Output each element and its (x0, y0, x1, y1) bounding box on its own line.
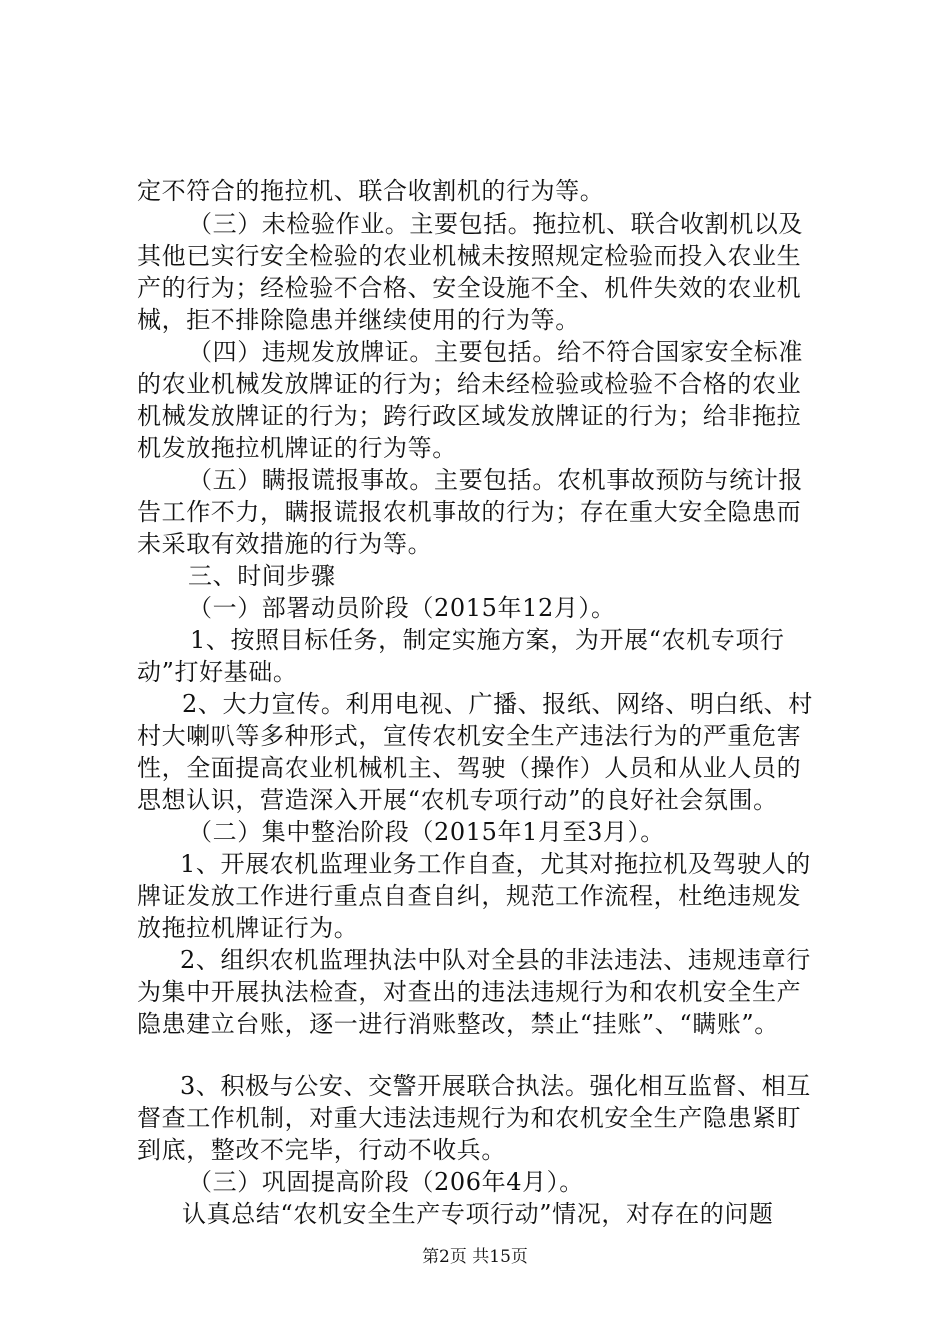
text-line: 的农业机械发放牌证的行为；给未经检验或检验不合格的农业 (137, 370, 802, 398)
text-line: 村大喇叭等多种形式，宣传农机安全生产违法行为的严重危害 (137, 722, 802, 750)
subsection-heading: （一）部署动员阶段（2015年12月）。 (188, 594, 616, 622)
text-line: 机械发放牌证的行为；跨行政区域发放牌证的行为；给非拖拉 (137, 402, 802, 430)
page-footer: 第2页 共15页 (422, 1247, 528, 1267)
section-heading: 三、时间步骤 (188, 562, 336, 590)
text-line: 机发放拖拉机牌证的行为等。 (137, 434, 457, 462)
text-line: 隐患建立台账，逐一进行消账整改，禁止“挂账”、“瞒账”。 (137, 1010, 779, 1038)
text-line: 2、大力宣传。利用电视、广播、报纸、网络、明白纸、村 (182, 690, 813, 718)
text-line: 其他已实行安全检验的农业机械未按照规定检验而投入农业生 (137, 242, 802, 270)
text-line: 认真总结“农机安全生产专项行动”情况，对存在的问题 (182, 1200, 774, 1228)
text-line: 械，拒不排除隐患并继续使用的行为等。 (137, 306, 580, 334)
text-line: 放拖拉机牌证行为。 (137, 914, 359, 942)
subsection-heading: （三）巩固提高阶段（206年4月）。 (188, 1168, 584, 1196)
text-line: 性，全面提高农业机械机主、驾驶（操作）人员和从业人员的 (137, 754, 802, 782)
text-line: 牌证发放工作进行重点自查自纠，规范工作流程，杜绝违规发 (137, 882, 802, 910)
text-line: 动”打好基础。 (137, 658, 298, 686)
text-line: 为集中开展执法检查，对查出的违法违规行为和农机安全生产 (137, 978, 802, 1006)
text-line: 定不符合的拖拉机、联合收割机的行为等。 (137, 177, 605, 205)
text-line: 1、按照目标任务，制定实施方案，为开展“农机专项行 (190, 626, 785, 654)
text-line: （三）未检验作业。主要包括。拖拉机、联合收割机以及 (188, 210, 803, 238)
text-line: 2、组织农机监理执法中队对全县的非法违法、违规违章行 (180, 946, 811, 974)
text-line: 3、积极与公安、交警开展联合执法。强化相互监督、相互 (180, 1072, 811, 1100)
subsection-heading: （二）集中整治阶段（2015年1月至3月）。 (188, 818, 665, 846)
text-line: 产的行为；经检验不合格、安全设施不全、机件失效的农业机 (137, 274, 802, 302)
text-line: 1、开展农机监理业务工作自查，尤其对拖拉机及驾驶人的 (180, 850, 811, 878)
text-line: 督查工作机制，对重大违法违规行为和农机安全生产隐患紧盯 (137, 1104, 802, 1132)
text-line: 到底，整改不完毕，行动不收兵。 (137, 1136, 506, 1164)
text-line: 未采取有效措施的行为等。 (137, 530, 433, 558)
text-line: （五）瞒报谎报事故。主要包括。农机事故预防与统计报 (188, 466, 803, 494)
text-line: （四）违规发放牌证。主要包括。给不符合国家安全标准 (188, 338, 803, 366)
text-line: 告工作不力，瞒报谎报农机事故的行为；存在重大安全隐患而 (137, 498, 802, 526)
text-line: 思想认识，营造深入开展“农机专项行动”的良好社会氛围。 (137, 786, 778, 814)
